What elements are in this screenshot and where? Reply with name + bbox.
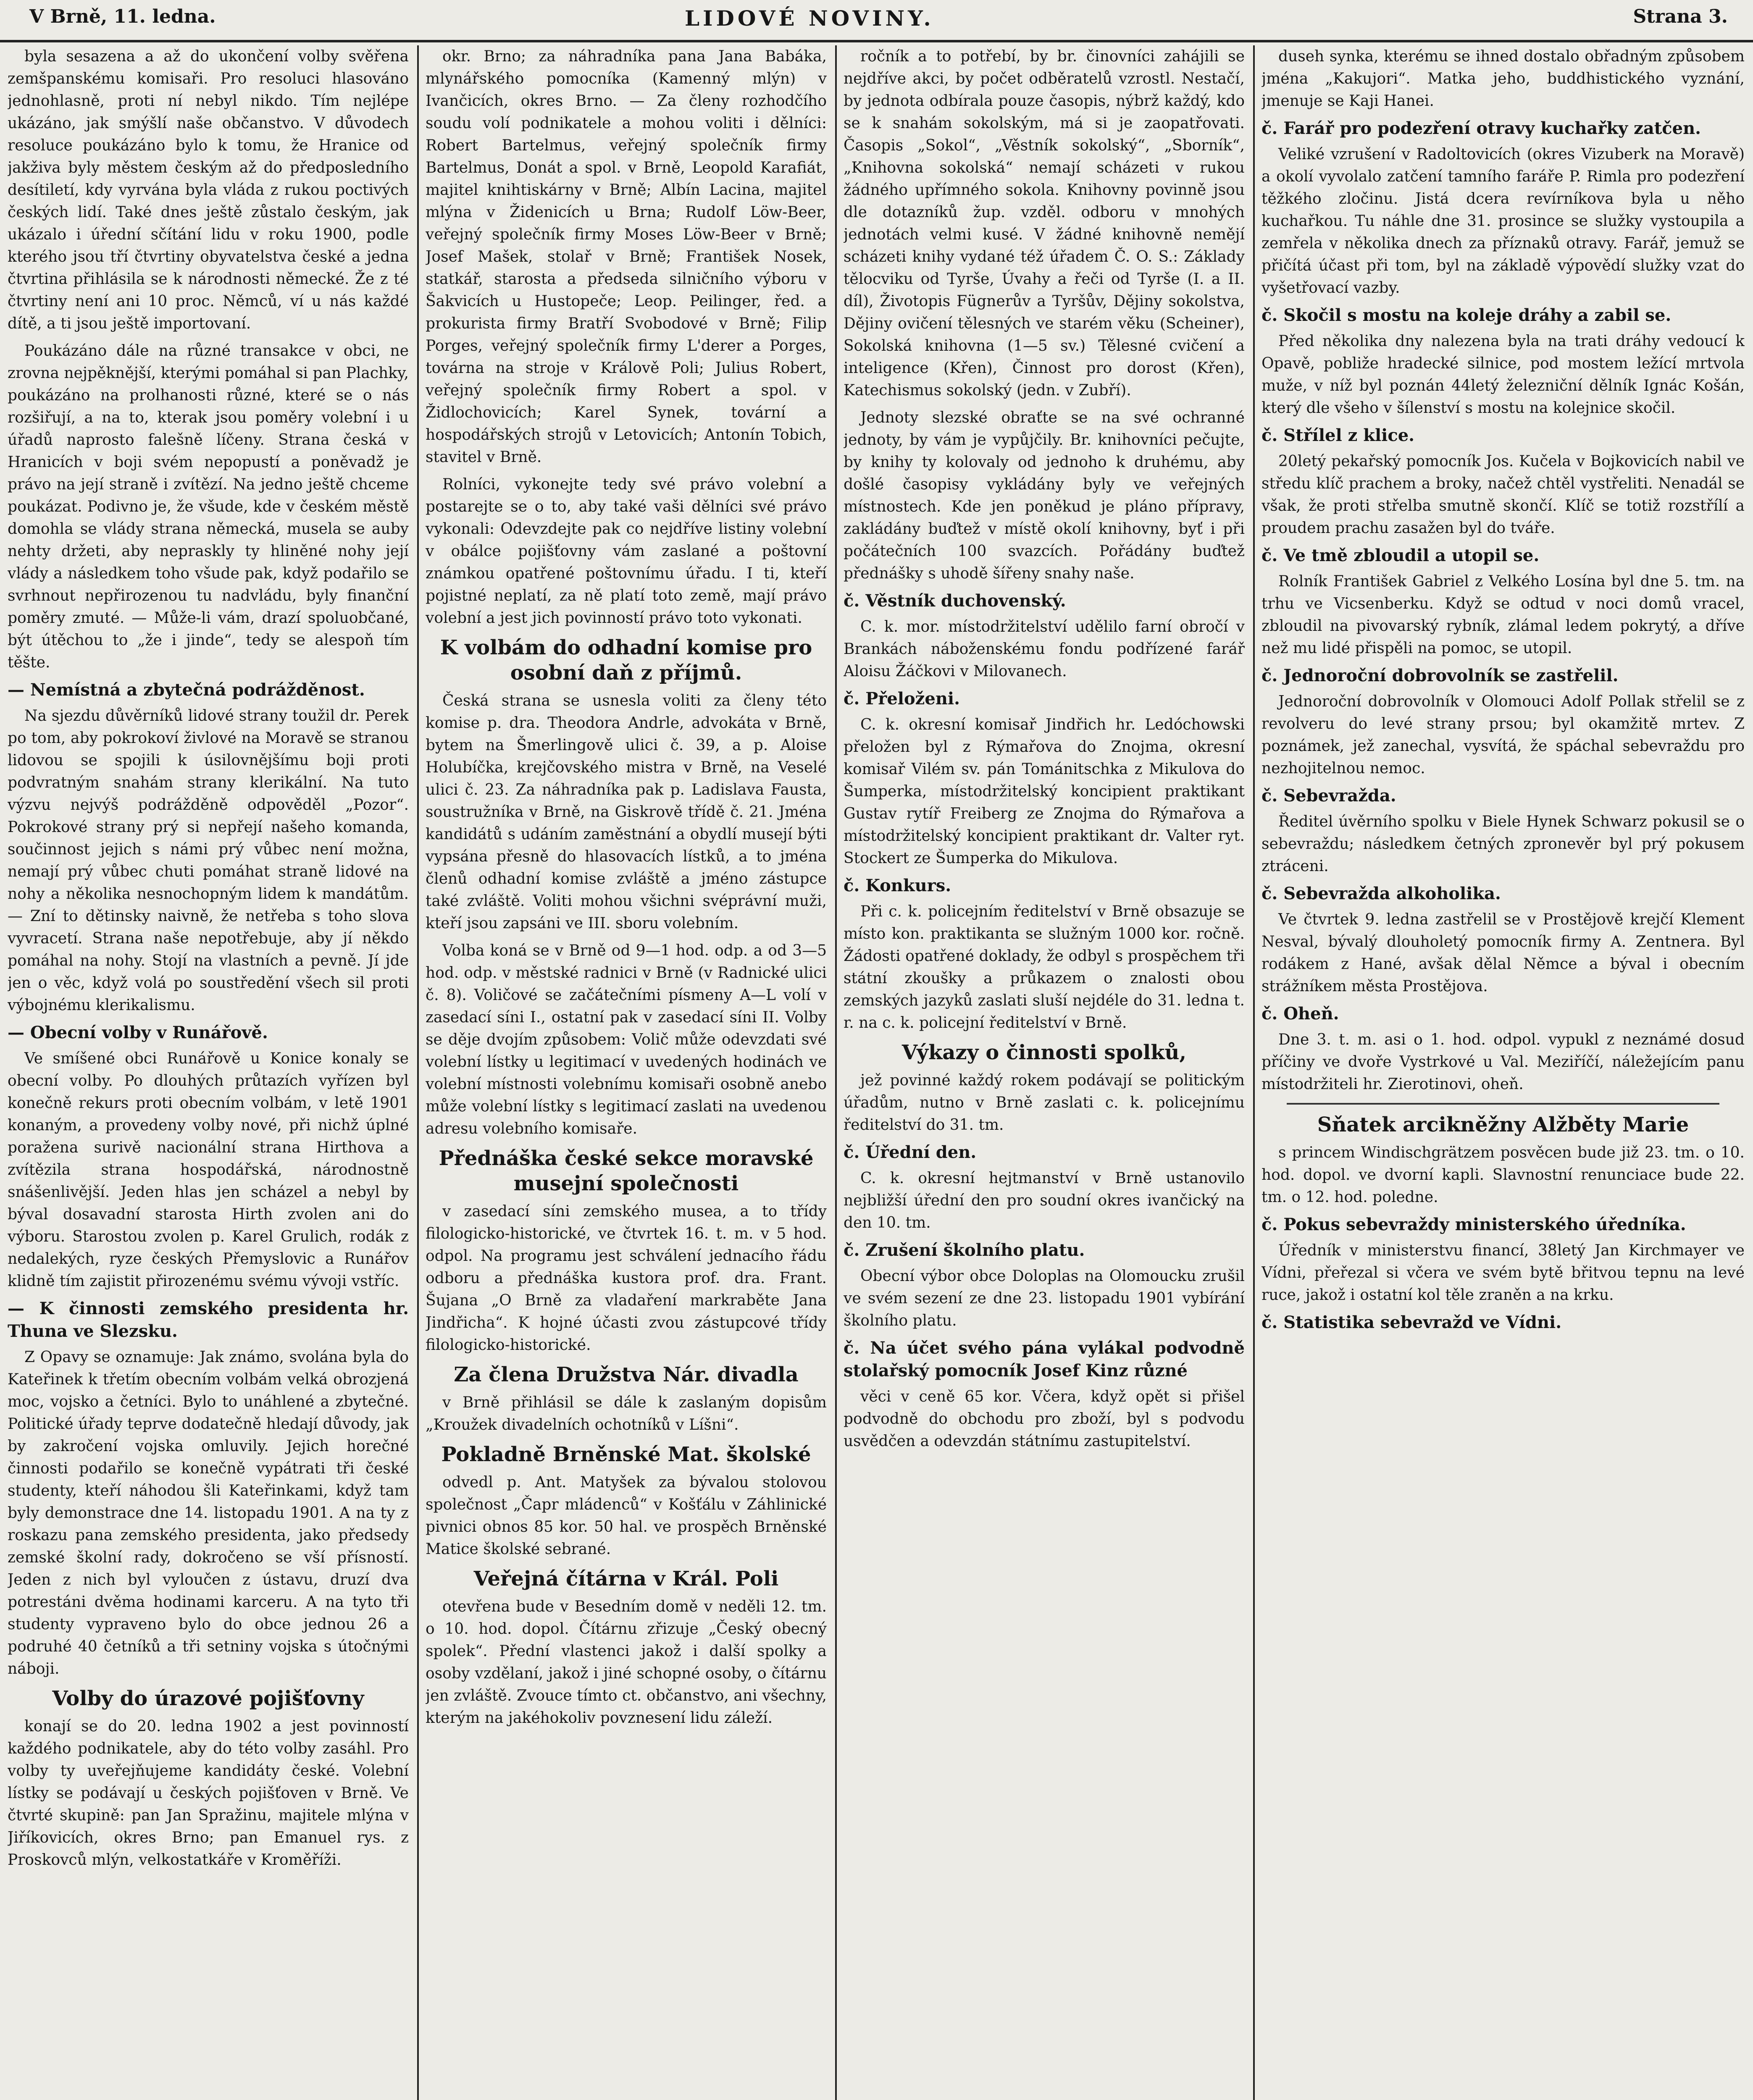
page-number: Strana 3. (1633, 6, 1728, 27)
article-text: Jednoroční dobrovolník v Olomouci Adolf Pollak střelil se z revolveru do levé strany prsou; byl okamžitě mrtev. Z poznámek, jež zanechal, vysvítá, že spáchal sebevraždu pro nezhojitelnou nemoc. (1262, 693, 1745, 777)
column-3 (844, 45, 1245, 2100)
header-date: V Brně, 11. ledna. (29, 6, 216, 27)
article-text: Ve smíšené obci Runářově u Konice konaly se obecní volby. Po dlouhých průtazích vyřízen byl konečně rekurs proti obecním volbám, v letě 1901 konaným, a provedeny volby nové, při nichž úplné poražena surivě nacionální strana Hirthova a zvítězila strana hospodářská, národnostně snášenlivější. Jeden hlas jen scházel a nebyl by býval dosavadní starosta Hirth zvolen ani do výboru. Starostou zvolen p. Karel Grulich, rodák z nedalekých, ryze českých Přemyslovic a Runářov klidně tím zajistit přirozenému svému vývoji vstříc. (8, 1050, 409, 1290)
article-heading: — K činnosti zemského presidenta hr. Thuna ve Slezsku. (8, 1299, 409, 1341)
article-text: Jednoty slezské obraťte se na své ochranné jednoty, by vám je vypůjčily. Br. knihovníci pečujte, by knihy ty kolovaly od jednoho k druhému, aby došlé časopisy vykládány byly ve veřejných místnostech. Kde jen poněkud je pláno přípravy, zakládány buďtež v místě okolí knihovny, byť i při počátečních 100 svazcích. Pořádány buďtež přednášky s uhodě šířeny snahy naše. (844, 409, 1245, 582)
article-heading: Volby do úrazové pojišťovny (52, 1687, 364, 1710)
article-heading: č. Oheň. (1262, 1004, 1339, 1024)
article-heading: K volbám do odhadní komise pro osobní daň z příjmů. (440, 636, 812, 685)
article-text: jež povinné každý rokem podávají se politickým úřadům, nutno v Brně zaslati c. k. policejnímu ředitelství do 31. tm. (844, 1072, 1245, 1134)
article-text: Ve čtvrtek 9. ledna zastřelil se v Prostějově krejčí Klement Nesval, bývalý dlouholetý pomocník firmy A. Zentnera. Byl rodákem z Hané, avšak dělal Němce a býval i obecním strážníkem města Prostějova. (1262, 911, 1745, 995)
article-heading: Přednáška české sekce moravské musejní společnosti (439, 1147, 814, 1195)
column-4 (1262, 45, 1745, 2100)
page-header (0, 0, 1753, 42)
newspaper-title: LIDOVÉ NOVINY. (685, 6, 934, 31)
article-text: s princem Windischgrätzem posvěcen bude již 23. tm. o 10. hod. dopol. ve dvorní kapli. Slavnostní renunciace bude 22. tm. o 12. hod. poledne. (1262, 1144, 1745, 1206)
article-heading: Veřejná čítárna v Král. Poli (473, 1567, 779, 1591)
article-text: byla sesazena a až do ukončení volby svěřena zemšpanskému komisaři. Pro resoluci hlasováno jednohlasně, proti ní nebyl nikdo. Tím nejlépe ukázáno, jak smýšlí naše občanstvo. V důvodech resoluce poukázáno bylo k tomu, že Hranice od jakživa byly městem českým až do předposledního desítiletí, kdy vyrvána byla vláda z rukou poctivých českých lidí. Také dnes ještě zůstalo českým, jak ukázalo i úřední sčítání lidu v roku 1900, podle kterého jsou tří čtvrtiny obyvatelstva české a jedna čtvrtina přihlásila se k národnosti německé. Že z té čtvrtiny není ani 10 proc. Němců, ví u nás každé dítě, a ti jsou ještě importovaní. (8, 48, 409, 332)
article-text: Poukázáno dále na různé transakce v obci, ne zrovna nejpěknější, kterými pomáhal si pan Plachky, poukázáno na prolhanosti různé, které se o nás rozšiřují, a na to, kterak jsou poměry volební i u úřadů naprosto falešně líčeny. Strana česká v Hranicích v boji svém nepopustí a poněvadž je právo na její straně i zvítězí. Na jedno ještě chceme poukázat. Podivno je, že všude, kde v českém městě domohla se vlády strana německá, musela se auby nehty držeti, aby nepraskly ty hliněné nohy její vlády a následkem toho všude pak, když podařilo se svrhnout nepřirozenou tu nadvládu, byly finanční poměry zmuté. — Může-li vám, drazí spoluobčané, být útěchou to „že i jinde“, tedy se alespoň tím těšte. (8, 342, 409, 671)
article-heading: č. Zrušení školního platu. (844, 1240, 1085, 1260)
article-text: C. k. okresní komisař Jindřich hr. Ledóchowski přeložen byl z Rýmařova do Znojma, okresní komisař Vilém sv. pán Tománitschka z Mikulova do Šumperka, místodržitelský koncipient praktikant Gustav rytíř Freiberg ze Znojma do Rýmařova a místodržitelský koncipient praktikant dr. Valter ryt. Stockert ze Šumperka do Mikulova. (844, 716, 1245, 867)
section-divider (1287, 1103, 1719, 1105)
article-heading: — Obecní volby v Runářově. (8, 1023, 268, 1042)
article-text: v Brně přihlásil se dále k zaslaným dopisům „Kroužek divadelních ochotníků v Líšni“. (426, 1394, 827, 1433)
article-text: konají se do 20. ledna 1902 a jest povinností každého podnikatele, aby do této volby zasáhl. Pro volby ty uveřejňujeme kandidáty české. Volební lístky se podávají u českých pojišťoven v Brně. Ve čtvrté skupině: pan Jan Spražinu, majitele mlýna v Jiříkovicích, okres Brno; pan Emanuel rys. z Proskovců mlýn, velkostatkáře v Kroměříži. (8, 1718, 409, 1869)
article-heading: č. Střílel z klice. (1262, 425, 1415, 445)
article-heading: Za člena Družstva Nár. divadla (454, 1363, 799, 1386)
article-text: Z Opavy se oznamuje: Jak známo, svolána byla do Kateřinek k třetím obecním volbám velká obrozjená moc, vojsko a četníci. Bylo to unáhlené a zbytečné. Politické úřady teprve dodatečně hledají důvody, jak by zakročení vojska omluvily. Jejich horečné činnosti podařilo se konečně vypátrati tři české studenty, kteří náhodou šli Kateřinkami, když tam byly demonstrace dne 14. listopadu 1901. A na ty z roskazu pana zemského presidenta, jako předsedy zemské školní rady, dokročeno se vší přísností. Jeden z nich byl vyloučen z ústavu, druzí dva potrestáni dvěma hodinami karceru. A na tyto tři studenty vypraveno bylo do obce jednou 26 a podruhé 40 četníků a tři setniny vojska s útočnými náboji. (8, 1349, 409, 1677)
article-text: Před několika dny nalezena byla na trati dráhy vedoucí k Opavě, pobliže hradecké silnice, pod mostem ležící mrtvola muže, v níž byl poznán 44letý železniční dělník Ignác Košán, který dle všeho v šílenství s mostu na kolejnice skočil. (1262, 333, 1745, 417)
article-heading: č. Pokus sebevraždy ministerského úředníka. (1262, 1215, 1686, 1234)
article-heading: č. Přeloženi. (844, 689, 960, 709)
article-text: otevřena bude v Besedním domě v neděli 12. tm. o 10. hod. dopol. Čítárnu zřizuje „Český obecný spolek“. Přední vlastenci jakož i další spolky a osoby vzdělaní, jakož i jiné schopné osoby, o čítárnu jen zvláště. Zvouce tímto ct. občanstvo, ani všechny, kterým na jakéhokoliv povznesení lidu záleží. (426, 1598, 827, 1727)
article-heading: č. Statistika sebevražd ve Vídni. (1262, 1312, 1562, 1332)
article-heading: č. Jednoroční dobrovolník se zastřelil. (1262, 666, 1619, 685)
article-text: věci v ceně 65 kor. Včera, když opět si přišel podvodně do obchodu pro zboží, byl s podvodu usvědčen a odevzdán státnímu zastupitelství. (844, 1388, 1245, 1450)
article-text: Na sjezdu důvěrníků lidové strany toužil dr. Perek po tom, aby pokrokoví živlové na Moravě se stranou lidovou se spojili k úsilovnějšímu boji proti podvratným snahám strany klerikální. Na tuto výzvu nejvýš podrážděně odpověděl „Pozor“. Pokrokové strany prý si nepřejí našeho komanda, součinnost jejich s námi prý vůbec není možna, nemají prý vůbec chuti pomáhat straně lidové na nohy a několika nesnochopným lidem k mandátům. — Zní to dětinsky naivně, že netřeba s toho slova vyvracetí. Strana naše nepotřebuje, aby jí někdo pomáhal na nohy. Stojí na vlastních a pevně. Jí jde jen o věc, když volá po soustředění všech sil proti výbojnému klerikalismu. (8, 707, 409, 1014)
article-text: duseh synka, kterému se ihned dostalo obřadným způsobem jména „Kakujori“. Matka jeho, buddhistického vyznání, jmenuje se Kaji Hanei. (1262, 48, 1745, 110)
article-heading: Pokladně Brněnské Mat. školské (441, 1443, 811, 1466)
article-text: Volba koná se v Brně od 9—1 hod. odp. a od 3—5 hod. odp. v městské radnici v Brně (v Radnické ulici č. 8). Voličové se začátečními písmeny A—L volí v zasedací síni I., ostatní pak v zasedací síni II. Volby se děje dvojím způsobem: Volič může odevzdati své volební lístky u legitimací v uvedených hodinách ve volební místnosti volebnímu komisaři osobně anebo může volební lístky s legitimací zaslati na uvedenou adresu volebního komisaře. (426, 942, 827, 1137)
article-heading: č. Farář pro podezření otravy kuchařky zatčen. (1262, 118, 1701, 138)
article-text: ročník a to potřebí, by br. činovníci zahájili se nejdříve akci, by počet odběratelů vzrostl. Nestačí, by jednota odbírala pouze časopis, nýbrž každý, kdo se k snahám sokolským, má si je zaopatřovati. Časopis „Sokol“, „Věstník sokolský“, „Sborník“, „Knihovna sokolská“ nemají scházeti v rukou žádného upřímného sokola. Knihovny povinně jsou dle dotazníků žup. vzděl. odboru v mnohých jednotách velmi kusé. V žádné knihovně nemějí scházeti knihy vydané též úřadem Č. O. S.: Základy tělocviku od Tyrše, Úvahy a řeči od Tyrše (I. a II. díl), Životopis Fügnerův a Tyršův, Dějiny sokolstva, Dějiny ovičení tělesných ve starém věku (Scheiner), Sokolská knihovna (1—5 sv.) Tělesné cvičení a inteligence (Křen), Činnost pro dorost (Křen), Katechismus sokolský (jedn. v Zubří). (844, 48, 1245, 399)
article-text: v zasedací síni zemského musea, a to třídy filologicko-historické, ve čtvrtek 16. t. m. v 5 hod. odpol. Na programu jest schválení jednacího řádu odboru a přednáška kustora prof. dra. Frant. Šujana „O Brně za vladaření markraběte Jana Jindřicha“. K hojné účasti zvou zástupcové třídy filologicko-historické. (426, 1203, 827, 1354)
article-text: Úředník v ministerstvu financí, 38letý Jan Kirchmayer ve Vídni, přeřezal si včera ve svém bytě břitvou tepnu na levé ruce, jakož i ostatní kol těle zraněn a na krku. (1262, 1242, 1745, 1304)
article-heading: č. Úřední den. (844, 1142, 977, 1162)
column-1 (8, 45, 409, 2100)
column-rule (1253, 45, 1255, 2100)
article-text: Při c. k. policejním ředitelství v Brně obsazuje se místo kon. praktikanta se služným 1000 kor. ročně. Žádosti opatřené doklady, že odbyl s prospěchem tři státní zkoušky a průkazem o znalosti obou zemských jazyků zaslati sluší nejdéle do 31. ledna t. r. na c. k. policejní ředitelství v Brně. (844, 903, 1245, 1032)
article-heading: č. Sebevražda alkoholika. (1262, 884, 1501, 903)
article-heading: č. Ve tmě zbloudil a utopil se. (1262, 546, 1540, 565)
article-text: Česká strana se usnesla voliti za členy této komise p. dra. Theodora Andrle, advokáta v Brně, bytem na Šmerlingově ulici č. 39, a p. Aloise Holubíčka, krejčovského mistra v Brně, na Veselé ulici č. 23. Za náhradníka pak p. Ladislava Fausta, soustružníka v Brně, na Giskrově třídě č. 21. Jména kandidátů s udáním zaměstnání a obydlí musejí býti vypsána přesně do hlasovacích lístků, a to jména členů odhadní komise zvláště a jméno zástupce také zvláště. Voliti mohou všichni svéprávní muži, kteří jsou zapsáni ve III. sboru volebním. (426, 692, 827, 932)
article-heading: č. Konkurs. (844, 876, 951, 895)
article-heading: č. Věstník duchovenský. (844, 591, 1066, 611)
article-heading: Výkazy o činnosti spolků, (901, 1041, 1187, 1064)
article-text: Ředitel úvěrního spolku v Biele Hynek Schwarz pokusil se o sebevraždu; následkem četných zpronevěr byl prý pokusem ztráceni. (1262, 813, 1745, 875)
article-heading: č. Na účet svého pána vylákal podvodně stolařský pomocník Josef Kinz různé (844, 1338, 1245, 1381)
article-text: Rolníci, vykonejte tedy své právo volební a postarejte se o to, aby také vaši dělníci své právo vykonali: Odevzdejte pak co nejdříve listiny volební v obálce pojišťovny vám zaslané a poštovní známkou opatřené poštovnímu úřadu. I ti, kteří pojistné neplatí, za ně platí toto země, mají právo volební a jest jich povinností právo toto vykonati. (426, 476, 827, 627)
article-heading: č. Sebevražda. (1262, 786, 1396, 806)
column-2 (426, 45, 827, 2100)
article-text: odvedl p. Ant. Matyšek za bývalou stolovou společnost „Čapr mládenců“ v Košťálu v Záhlinické pivnici obnos 85 kor. 50 hal. ve prospěch Brněnské Matice školské sebrané. (426, 1474, 827, 1558)
article-heading: — Nemístná a zbytečná podrážděnost. (8, 680, 365, 700)
article-text: Dne 3. t. m. asi o 1. hod. odpol. vypukl z neznámé dosud příčiny ve dvoře Vystrkové u Val. Meziříčí, náležejícím panu místodržiteli hr. Zierotinovi, oheň. (1262, 1031, 1745, 1093)
article-text: C. k. mor. místodržitelství udělilo farní obročí v Brankách náboženskému fondu podřízené farář Aloisu Žáčkovi v Milovanech. (844, 618, 1245, 680)
article-text: Rolník František Gabriel z Velkého Losína byl dne 5. tm. na trhu ve Vicsenberku. Když se odtud v noci domů vracel, zbloudil na pivovarský rybník, zlámal ledem pokrytý, a dříve než mu lidé přispěli na pomoc, se utopil. (1262, 573, 1745, 657)
article-heading: Sňatek arcikněžny Alžběty Marie (1317, 1113, 1689, 1137)
article-text: Veliké vzrušení v Radoltovicích (okres Vizuberk na Moravě) a okolí vyvolalo zatčení tamního faráře P. Rimla pro podezření těžkého zločinu. Jistá dcera revírníkova byla u něho kuchařkou. Tu náhle dne 31. prosince se služky vystoupila a zemřela v několika dnech za příznaků otravy. Farář, jemuž se přičítá účast při tom, byl na základě výpovědí služky vzat do vyšetřovací vazby. (1262, 146, 1745, 297)
article-text: Obecní výbor obce Doloplas na Olomoucku zrušil ve svém sezení ze dne 23. listopadu 1901 vybírání školního platu. (844, 1268, 1245, 1329)
column-rule (417, 45, 419, 2100)
article-heading: č. Skočil s mostu na koleje dráhy a zabil se. (1262, 305, 1672, 325)
article-text: okr. Brno; za náhradníka pana Jana Babáka, mlynářského pomocníka (Kamenný mlýn) v Ivančicích, okres Brno. — Za členy rozhodčího soudu volí podnikatele a mohou voliti i dělníci: Robert Bartelmus, veřejný společník firmy Bartelmus, Donát a spol. v Brně, Leopold Karafiát, majitel knihtiskárny v Brně; Albín Lacina, majitel mlýna v Židenicích u Brna; Rudolf Löw-Beer, veřejný společník firmy Moses Löw-Beer v Brně; Josef Mašek, stolař v Brně; František Nosek, statkář, starosta a předseda silničního výboru v Šakvicích u Hustopeče; Leop. Peilinger, řed. a prokurista firmy Bratří Svobodové v Brně; Filip Porges, veřejný společník firmy L'derer a Porges, továrna na stroje v Králově Poli; Julius Robert, veřejný společník firmy Robert a spol. v Židlochovicích; Karel Synek, tovární a hospodářských strojů v Letovicích; Antonín Tobich, stavitel v Brně. (426, 48, 827, 466)
article-text: 20letý pekařský pomocník Jos. Kučela v Bojkovicích nabil ve středu klíč prachem a broky, načež chtěl vystřeliti. Nenadál se však, že proti střelba smutně skončí. Klíč se totiž rozstřílí a proudem prachu zasažen byl do tváře. (1262, 453, 1745, 537)
article-text: C. k. okresní hejtmanství v Brně ustanovilo nejbližší úřední den pro soudní okres ivančický na den 10. tm. (844, 1170, 1245, 1231)
column-rule (835, 45, 837, 2100)
